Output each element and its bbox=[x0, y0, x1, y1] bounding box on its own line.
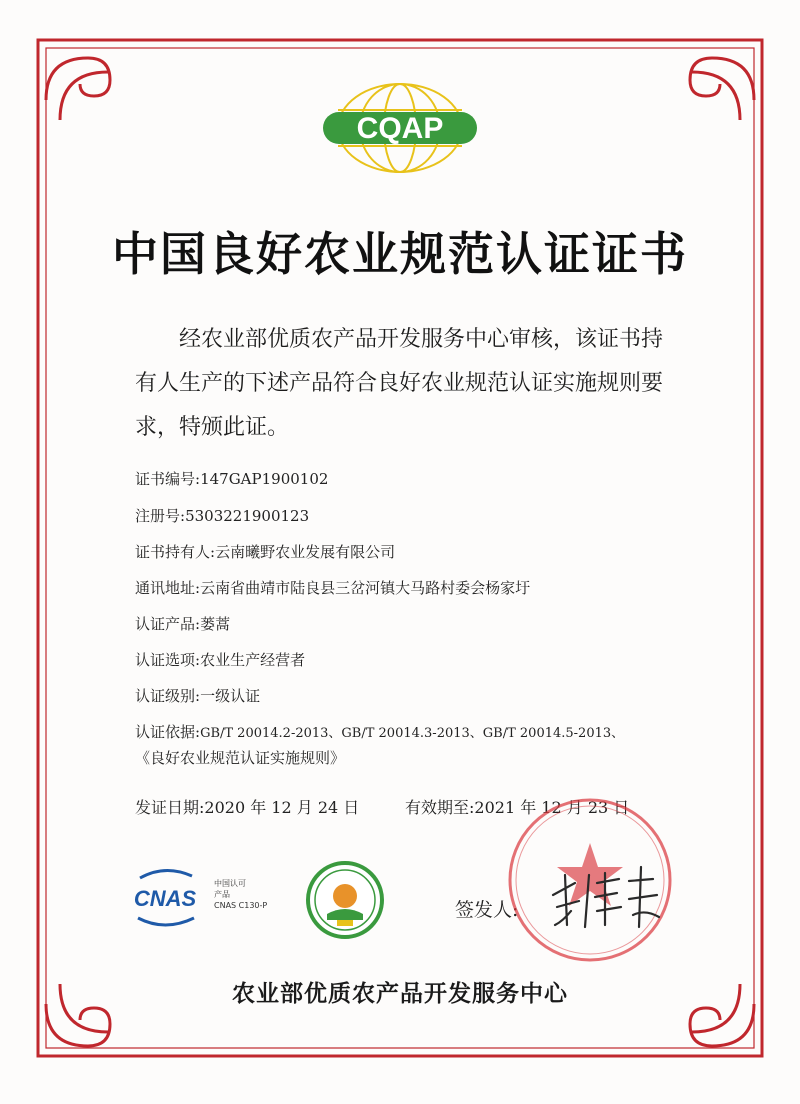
valid-date-label: 有效期至: bbox=[405, 798, 475, 817]
product-value: 蒌蒿 bbox=[200, 615, 231, 633]
holder-row bbox=[135, 541, 395, 562]
option-label: 认证选项: bbox=[135, 651, 201, 669]
product-row bbox=[135, 613, 230, 634]
signer-label: 签发人: bbox=[455, 899, 519, 921]
holder-label: 证书持有人: bbox=[135, 543, 216, 561]
intro-paragraph bbox=[135, 318, 665, 450]
cert-no-label: 证书编号: bbox=[135, 470, 201, 488]
reg-no-row bbox=[135, 505, 309, 526]
basis-row bbox=[135, 721, 624, 742]
address-value: 云南省曲靖市陆良县三岔河镇大马路村委会杨家圩 bbox=[200, 579, 531, 597]
gap-certification-logo bbox=[305, 860, 385, 940]
product-label: 认证产品: bbox=[135, 615, 201, 633]
cnas-logo-text: CNAS bbox=[133, 886, 197, 911]
issue-date-row bbox=[135, 795, 359, 818]
valid-date-value: 2021 年 12 月 23 日 bbox=[474, 798, 630, 817]
address-label: 通讯地址: bbox=[135, 579, 201, 597]
option-row bbox=[135, 649, 305, 670]
level-label: 认证级别: bbox=[135, 687, 201, 705]
level-row bbox=[135, 685, 260, 706]
cqap-logo-text: CQAP bbox=[356, 112, 444, 145]
cnas-line2: 产品 bbox=[214, 890, 230, 899]
option-value: 农业生产经营者 bbox=[200, 651, 306, 669]
address-row bbox=[135, 577, 530, 598]
basis-value-line1: GB/T 20014.2-2013、GB/T 20014.3-2013、GB/T 20014.5-2013、 bbox=[200, 726, 625, 741]
basis-label: 认证依据: bbox=[135, 723, 201, 741]
cnas-caption bbox=[214, 878, 267, 911]
cert-no-row bbox=[135, 468, 328, 489]
cqap-logo bbox=[305, 80, 495, 176]
cnas-line3: CNAS C130-P bbox=[214, 901, 268, 910]
issue-date-label: 发证日期: bbox=[135, 798, 205, 817]
certificate-title: 中国良好农业规范认证证书 bbox=[112, 227, 688, 281]
issue-date-value: 2020 年 12 月 24 日 bbox=[204, 798, 360, 817]
intro-text: 经农业部优质农产品开发服务中心审核，该证书持有人生产的下述产品符合良好农业规范认证实施规则要求，特颁此证。 bbox=[135, 327, 664, 440]
handwritten-signature bbox=[545, 855, 665, 935]
issuer-name: 农业部优质农产品开发服务中心 bbox=[232, 980, 568, 1007]
holder-value: 云南曦野农业发展有限公司 bbox=[215, 543, 396, 561]
basis-value-line2: 《良好农业规范认证实施规则》 bbox=[135, 749, 346, 767]
reg-no-label: 注册号: bbox=[135, 507, 186, 525]
cnas-logo bbox=[120, 868, 210, 928]
level-value: 一级认证 bbox=[200, 687, 261, 705]
cert-no-value: 147GAP1900102 bbox=[200, 470, 329, 488]
cnas-line1: 中国认可 bbox=[214, 879, 246, 888]
basis-row-2 bbox=[135, 747, 345, 768]
reg-no-value: 5303221900123 bbox=[185, 507, 310, 525]
